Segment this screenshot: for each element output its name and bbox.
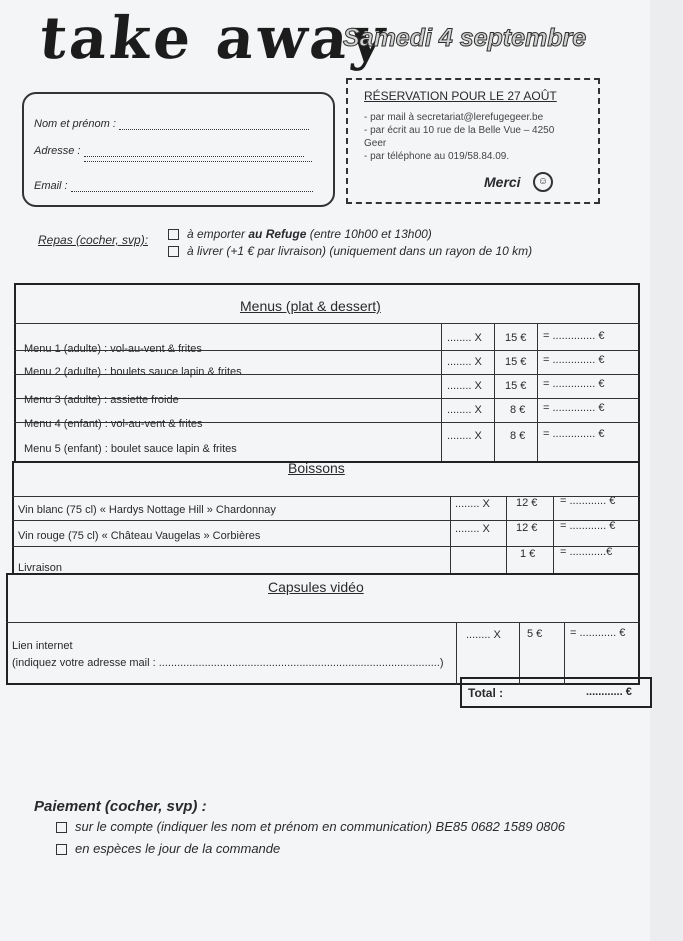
paiement-label: Paiement (cocher, svp) : <box>34 798 207 815</box>
transfer-text: sur le compte (indiquer les nom et prénom en communication) BE85 0682 1589 0806 <box>75 819 565 834</box>
transfer-checkbox[interactable] <box>56 822 67 833</box>
capsules-title: Capsules vidéo <box>268 579 364 595</box>
total-value[interactable]: ............ € <box>586 686 632 698</box>
menus-title: Menus (plat & dessert) <box>240 298 381 314</box>
capsule-total[interactable]: = ............ € <box>570 627 626 639</box>
wine-red-qty[interactable]: ........ X <box>455 523 490 535</box>
pickup-text-bold: au Refuge <box>248 227 307 241</box>
wine-red-total[interactable]: = ............ € <box>560 520 616 532</box>
wine-white-qty[interactable]: ........ X <box>455 498 490 510</box>
repas-option-pickup[interactable] <box>168 227 432 241</box>
thanks-text: Merci <box>484 174 521 190</box>
menu-2-total[interactable]: = .............. € <box>543 354 605 366</box>
delivery-name: Livraison <box>18 562 63 574</box>
menu-1-price: 15 € <box>505 332 527 344</box>
wine-red-price: 12 € <box>516 522 538 534</box>
reservation-line-phone: - par téléphone au 019/58.84.09. <box>364 151 510 162</box>
reservation-box <box>346 78 600 204</box>
repas-option-delivery[interactable] <box>168 244 532 258</box>
wine-red-name: Vin rouge (75 cl) « Château Vaugelas » Corbières <box>18 530 261 542</box>
menu-3-name: Menu 3 (adulte) : assiette froide <box>24 394 179 406</box>
capsule-qty[interactable]: ........ X <box>466 629 501 641</box>
pickup-text-suffix: (entre 10h00 et 13h00) <box>306 227 432 241</box>
reservation-line-email: - par mail à secretariat@lerefugegeer.be <box>364 112 544 123</box>
cash-checkbox[interactable] <box>56 844 67 855</box>
reservation-title: RÉSERVATION POUR LE 27 AOÛT <box>364 89 557 103</box>
email-label: Email : <box>34 180 68 192</box>
repas-label: Repas (cocher, svp): <box>38 233 149 247</box>
name-field[interactable] <box>34 118 309 130</box>
address-label: Adresse : <box>34 145 81 157</box>
cash-text: en espèces le jour de la commande <box>75 841 281 856</box>
email-dotted-line <box>71 191 313 192</box>
menu-5-qty[interactable]: ........ X <box>447 430 482 442</box>
paiement-option-cash[interactable] <box>56 841 280 856</box>
capsule-email-line[interactable]: (indiquez votre adresse mail : ............................................................................................) <box>12 657 444 669</box>
delivery-price: 1 € <box>520 548 536 560</box>
email-field[interactable] <box>34 180 313 192</box>
delivery-text: à livrer (+1 € par livraison) (uniquement dans un rayon de 10 km) <box>187 244 533 258</box>
delivery-checkbox[interactable] <box>168 246 179 257</box>
wine-white-name: Vin blanc (75 cl) « Hardys Nottage Hill » Chardonnay <box>18 504 276 516</box>
menu-2-qty[interactable]: ........ X <box>447 356 482 368</box>
menu-1-name: Menu 1 (adulte) : vol-au-vent & frites <box>24 343 202 355</box>
boissons-table <box>12 461 640 575</box>
menu-5-total[interactable]: = .............. € <box>543 428 605 440</box>
menu-4-qty[interactable]: ........ X <box>447 404 482 416</box>
boissons-title: Boissons <box>288 460 345 476</box>
menu-4-name: Menu 4 (enfant) : vol-au-vent & frites <box>24 418 203 430</box>
reservation-line-city: Geer <box>364 138 387 149</box>
menu-1-total[interactable]: = .............. € <box>543 330 605 342</box>
menu-4-total[interactable]: = .............. € <box>543 402 605 414</box>
menu-2-name: Menu 2 (adulte) : boulets sauce lapin & frites <box>24 366 242 378</box>
menu-1-qty[interactable]: ........ X <box>447 332 482 344</box>
menu-4-price: 8 € <box>510 404 526 416</box>
event-date: Samedi 4 septembre <box>343 24 587 52</box>
menu-2-price: 15 € <box>505 356 527 368</box>
name-dotted-line <box>119 129 309 130</box>
pickup-checkbox[interactable] <box>168 229 179 240</box>
pickup-text-prefix: à emporter <box>187 227 249 241</box>
total-label: Total : <box>468 686 504 700</box>
delivery-total[interactable]: = ............€ <box>560 546 613 558</box>
name-label: Nom et prénom : <box>34 118 116 130</box>
wine-white-total[interactable]: = ............ € <box>560 495 616 507</box>
smiley-icon: ☺ <box>533 172 553 192</box>
menu-5-price: 8 € <box>510 430 526 442</box>
menu-3-price: 15 € <box>505 380 527 392</box>
contact-form-box <box>22 92 335 207</box>
paiement-option-transfer[interactable] <box>56 819 565 834</box>
wine-white-price: 12 € <box>516 497 538 509</box>
total-box <box>460 677 652 708</box>
capsule-link-label: Lien internet <box>12 640 73 652</box>
menu-3-total[interactable]: = .............. € <box>543 378 605 390</box>
capsule-price: 5 € <box>527 628 543 640</box>
reservation-line-address: - par écrit au 10 rue de la Belle Vue – 4250 <box>364 125 555 136</box>
address-dotted-line-2 <box>84 150 312 162</box>
menu-5-name: Menu 5 (enfant) : boulet sauce lapin & frites <box>24 443 237 455</box>
page-title: take away <box>36 4 392 72</box>
menu-3-qty[interactable]: ........ X <box>447 380 482 392</box>
